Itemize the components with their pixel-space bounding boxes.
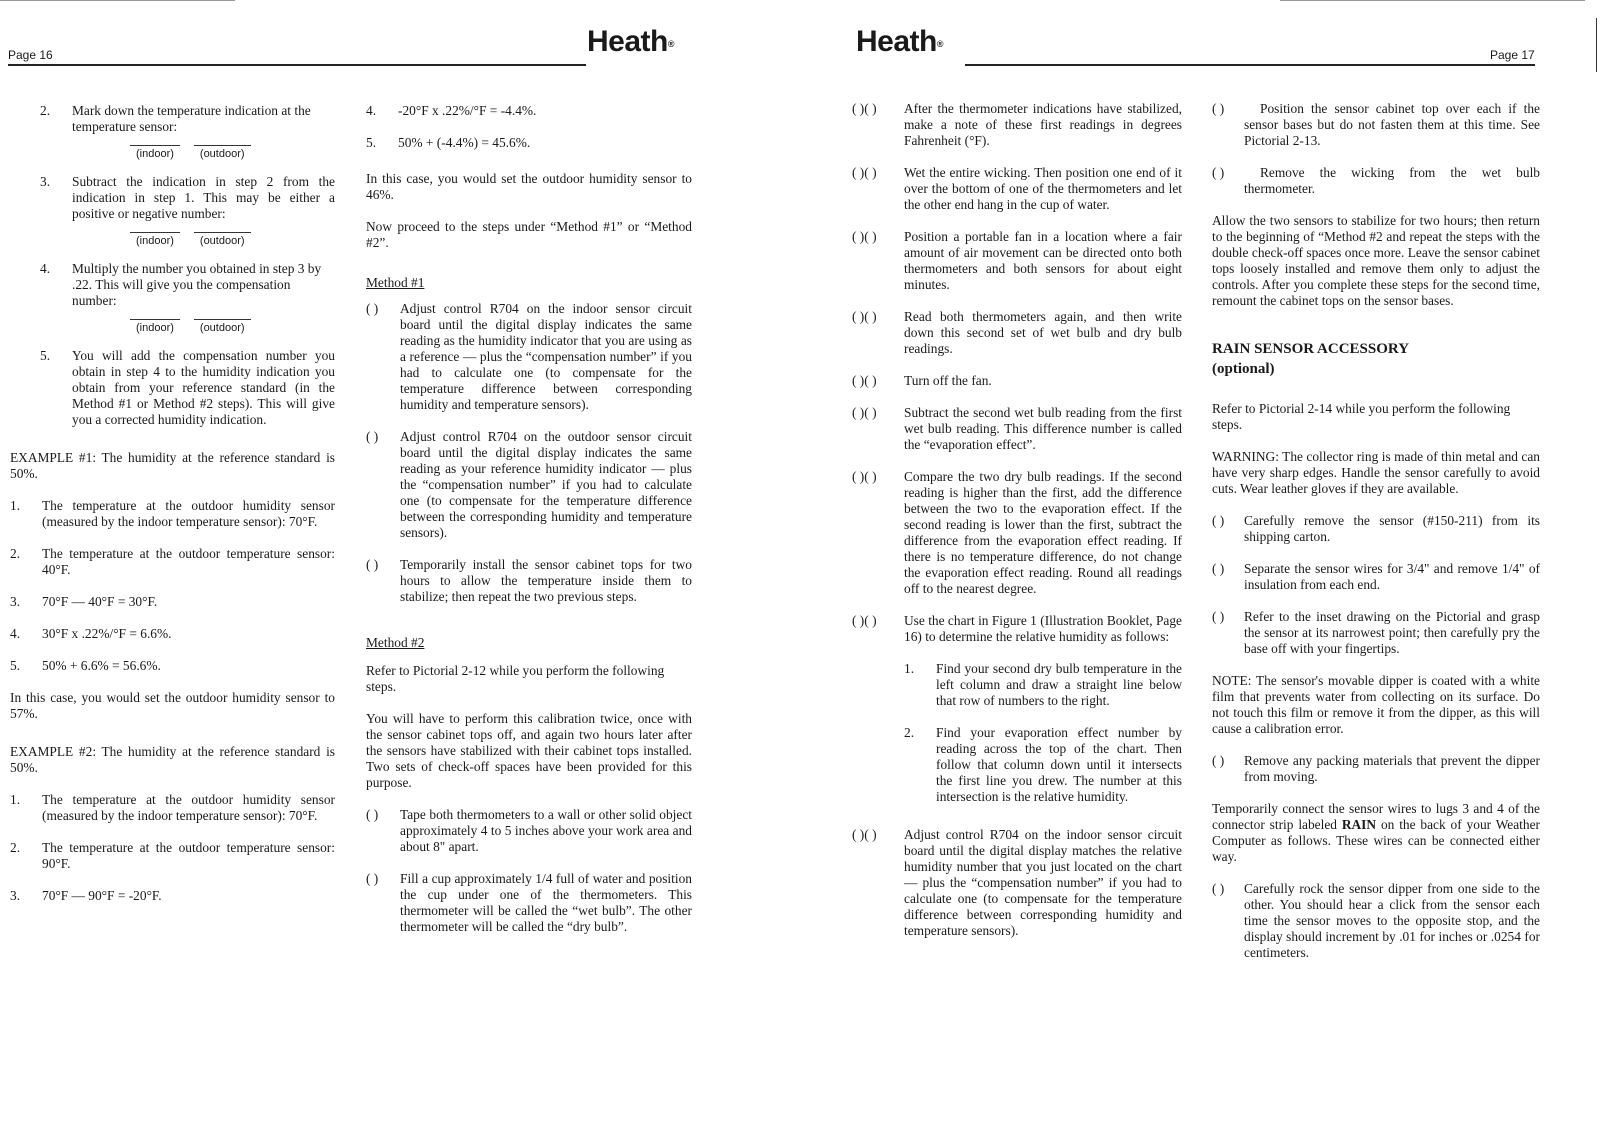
header-rule-right: [965, 64, 1535, 66]
step-text: Find your second dry bulb temperature in the left column and draw a straight line below that row of numbers to the right.: [936, 661, 1182, 708]
check-step: [1212, 165, 1540, 197]
method-1-step: [366, 557, 692, 605]
step-number: 3.: [40, 174, 51, 189]
column-4: [1212, 101, 1540, 977]
step-number: 4.: [40, 261, 51, 276]
heading-title: RAIN SENSOR ACCESSORY: [1212, 341, 1410, 357]
example-2-result: In this case, you would set the outdoor humidity sensor to 46%.: [366, 171, 692, 202]
column-1: [10, 103, 335, 920]
step-text: Refer to the inset drawing on the Pictorial and grasp the sensor at its narrowest point; then carefully pry the base off with your fingertips.: [1244, 609, 1540, 656]
double-checkbox[interactable]: ( )( ): [852, 405, 877, 420]
step-number: 3.: [10, 888, 21, 903]
double-checkbox[interactable]: ( )( ): [852, 309, 877, 324]
step-text: Subtract the second wet bulb reading from the first wet bulb reading. This difference number is called the “evaporation effect”.: [904, 405, 1182, 452]
blank-fields: [130, 319, 335, 334]
top-edge-right: [1280, 0, 1585, 1]
step-text: Temporarily install the sensor cabinet tops for two hours to allow the temperature inside them to stabilize; then repeat the two previous steps.: [400, 557, 692, 604]
checkbox[interactable]: ( ): [366, 871, 379, 886]
step-3: [10, 174, 335, 222]
checkbox[interactable]: ( ): [366, 301, 379, 316]
checkbox[interactable]: ( ): [366, 429, 379, 444]
column-3: [852, 101, 1182, 955]
step-text: 50% + (-4.4%) = 45.6%.: [398, 135, 531, 150]
connect-text: Temporarily connect the sensor wires to lugs 3 and 4 of the connector strip labeled: [1212, 801, 1540, 832]
blank-fields: [130, 232, 335, 247]
check-step: [852, 405, 1182, 453]
rain-label: RAIN: [1341, 817, 1377, 832]
step-text: The temperature at the outdoor temperature sensor: 90°F.: [42, 840, 335, 871]
double-checkbox[interactable]: ( )( ): [852, 229, 877, 244]
check-step: [852, 229, 1182, 293]
step-text: The temperature at the outdoor humidity sensor (measured by the indoor temperature sensor): 70°F.: [42, 792, 335, 823]
blank-fields: [130, 145, 335, 160]
step-text: Wet the entire wicking. Then position one end of it over the bottom of one of the thermometers and let the other end hang in the cup of water.: [904, 165, 1182, 212]
check-step: [852, 613, 1182, 645]
indoor-blank: (indoor): [130, 145, 180, 160]
check-step: [852, 165, 1182, 213]
step-text: Separate the sensor wires for 3/4" and remove 1/4" of insulation from each end.: [1244, 561, 1540, 592]
indoor-blank: (indoor): [130, 232, 180, 247]
step-number: 1.: [904, 661, 915, 676]
double-checkbox[interactable]: ( )( ): [852, 373, 877, 388]
step-text: Mark down the temperature indication at the temperature sensor:: [72, 103, 311, 134]
step-number: 2.: [10, 546, 21, 561]
check-step: [1212, 561, 1540, 593]
method-2-step: [366, 807, 692, 855]
step-number: 2.: [10, 840, 21, 855]
stabilize-paragraph: Allow the two sensors to stabilize for two hours; then return to the beginning of “Method #2 and repeat the steps with the double check-off spaces once more. Leave the sensor cabinet tops loosely installed and remove them only to adjust the controls. After you complete these steps for the second time, remount the cabinet tops on the sensor bases.: [1212, 213, 1540, 308]
sub-step: [852, 661, 1182, 709]
outdoor-blank: (outdoor): [194, 319, 251, 334]
step-text: Multiply the number you obtained in step 3 by .22. This will give you the compensation number:: [72, 261, 322, 308]
step-number: 5.: [40, 348, 51, 363]
step-text: The temperature at the outdoor humidity sensor (measured by the indoor temperature sensor): 70°F.: [42, 498, 335, 529]
check-step: [1212, 753, 1540, 785]
step-text: Find your evaporation effect number by reading across the top of the chart. Then follow that column down until it intersects the first line you drew. The number at this intersection is the relative humidity.: [936, 725, 1182, 804]
method-2-heading: Method #2: [366, 635, 425, 650]
step-4: [10, 261, 335, 309]
double-checkbox[interactable]: ( )( ): [852, 101, 877, 116]
brand-logo-right: [856, 25, 943, 58]
step-text: Adjust control R704 on the indoor sensor circuit board until the digital display indicates the same reading as the humidity indicator that you are using as a reference — plus the “compensation number” if you had to calculate one (to compensate for the temperature difference between corresponding humidity and temperature sensors).: [400, 301, 692, 412]
step-text: -20°F x .22%/°F = -4.4%.: [398, 103, 537, 118]
page-number-left: Page 16: [8, 48, 53, 62]
step-number: 5.: [10, 658, 21, 673]
method-1-step: [366, 301, 692, 413]
check-step: [852, 309, 1182, 357]
step-text: The temperature at the outdoor temperature sensor: 40°F.: [42, 546, 335, 577]
checkbox[interactable]: ( ): [1212, 881, 1225, 896]
registered-mark: ®: [936, 39, 943, 49]
outdoor-blank: (outdoor): [194, 232, 251, 247]
checkbox[interactable]: ( ): [1212, 513, 1225, 528]
check-step: [1212, 881, 1540, 961]
sub-step: [852, 725, 1182, 805]
check-step: [852, 827, 1182, 939]
step-text: Carefully rock the sensor dipper from one side to the other. You should hear a click from the sensor each time the sensor moves to the opposite stop, and the display should increment by .01 for inches or .0254 for centimeters.: [1244, 881, 1540, 960]
example-2-intro: EXAMPLE #2: The humidity at the reference standard is 50%.: [10, 744, 335, 775]
checkbox[interactable]: ( ): [1212, 609, 1225, 624]
brand-name: Heath: [856, 25, 937, 58]
step-text: 50% + 6.6% = 56.6%.: [42, 658, 161, 673]
step-number: 2.: [40, 103, 51, 118]
step-text: Position the sensor cabinet top over each if the sensor bases but do not fasten them at this time. See Pictorial 2-13.: [1244, 101, 1540, 148]
example-1-step: [10, 658, 335, 674]
double-checkbox[interactable]: ( )( ): [852, 165, 877, 180]
example-2-step: [366, 103, 692, 119]
check-step: [852, 469, 1182, 597]
double-checkbox[interactable]: ( )( ): [852, 827, 877, 842]
example-1-intro: EXAMPLE #1: The humidity at the reference standard is 50%.: [10, 450, 335, 481]
step-text: 70°F — 40°F = 30°F.: [42, 594, 158, 609]
step-5: [10, 348, 335, 428]
step-number: 5.: [366, 135, 377, 150]
right-edge: [1596, 18, 1597, 72]
example-1-result: In this case, you would set the outdoor humidity sensor to 57%.: [10, 690, 335, 721]
method-1-heading: Method #1: [366, 275, 425, 290]
check-step: [1212, 101, 1540, 149]
checkbox[interactable]: ( ): [1212, 165, 1225, 180]
example-2-step: [10, 888, 335, 904]
method-2-intro: Refer to Pictorial 2-12 while you perform the following steps.: [366, 663, 665, 694]
step-2: [10, 103, 335, 135]
method-2-step: [366, 871, 692, 935]
step-number: 1.: [10, 498, 21, 513]
step-text: Fill a cup approximately 1/4 full of water and position the cup under one of the thermometers. This thermometer will be called the “wet bulb”. The other thermometer will be called the “dry bulb”.: [400, 871, 692, 934]
method-1-step: [366, 429, 692, 541]
step-text: Adjust control R704 on the indoor sensor circuit board until the digital display matches the relative humidity number that you just located on the chart — plus the “compensation number” if you had to calculate one (to compensate for the temperature difference between corresponding humidity and temperature sensors).: [904, 827, 1182, 938]
proceed-note: Now proceed to the steps under “Method #1” or “Method #2”.: [366, 219, 692, 250]
example-1-step: [10, 594, 335, 610]
heading-subtitle: (optional): [1212, 361, 1275, 377]
step-text: Tape both thermometers to a wall or other solid object approximately 4 to 5 inches above your work area and about 8" apart.: [400, 807, 692, 854]
step-text: Position a portable fan in a location where a fair amount of air movement can be directed onto both thermometers and both sensors for about eight minutes.: [904, 229, 1182, 292]
step-text: 30°F x .22%/°F = 6.6%.: [42, 626, 172, 641]
example-1-step: [10, 546, 335, 578]
step-text: You will add the compensation number you obtain in step 4 to the humidity indication you obtain from your reference standard (in the Method #1 or Method #2 steps). This will give you a corrected humidity indication.: [72, 348, 335, 427]
example-1-step: [10, 498, 335, 530]
indoor-blank: (indoor): [130, 319, 180, 334]
double-checkbox[interactable]: ( )( ): [852, 613, 877, 628]
example-2-step: [366, 135, 692, 151]
step-number: 4.: [366, 103, 377, 118]
step-number: 3.: [10, 594, 21, 609]
connect-text-end: on the back of your Weather Computer as follows. These wires can be connected either way.: [1212, 817, 1540, 864]
step-text: 70°F — 90°F = -20°F.: [42, 888, 162, 903]
step-text: Adjust control R704 on the outdoor sensor circuit board until the digital display indicates the same reading as your reference humidity indicator — plus the “compensation number” if you had to calculate one (to compensate for the temperature difference between the corresponding humidity and temperature sensors).: [400, 429, 692, 540]
step-number: 2.: [904, 725, 915, 740]
connect-paragraph: [1212, 801, 1540, 865]
step-number: 1.: [10, 792, 21, 807]
registered-mark: ®: [667, 39, 674, 49]
step-number: 4.: [10, 626, 21, 641]
rain-sensor-heading: [1212, 339, 1540, 379]
step-text: Read both thermometers again, and then write down this second set of wet bulb and dry bulb readings.: [904, 309, 1182, 356]
example-2-step: [10, 792, 335, 824]
top-edge-left: [0, 0, 235, 1]
check-step: [1212, 513, 1540, 545]
check-step: [852, 373, 1182, 389]
example-1-step: [10, 626, 335, 642]
checkbox[interactable]: ( ): [366, 807, 379, 822]
step-text: Remove the wicking from the wet bulb thermometer.: [1244, 165, 1540, 196]
brand-logo-left: [587, 25, 674, 58]
outdoor-blank: (outdoor): [194, 145, 251, 160]
step-text: Turn off the fan.: [904, 373, 992, 388]
column-2: [366, 103, 692, 951]
note-paragraph: NOTE: The sensor's movable dipper is coated with a white film that prevents water from collecting on its surface. Do not touch this film or remove it from the dipper, as this will cause a calibration error.: [1212, 673, 1540, 736]
step-text: Subtract the indication in step 2 from the indication in step 1. This may be either a positive or negative number:: [72, 174, 335, 221]
step-text: Remove any packing materials that prevent the dipper from moving.: [1244, 753, 1540, 784]
checkbox[interactable]: ( ): [366, 557, 379, 572]
page-number-right: Page 17: [1490, 48, 1535, 62]
check-step: [1212, 609, 1540, 657]
step-text: Use the chart in Figure 1 (Illustration Booklet, Page 16) to determine the relative humidity as follows:: [904, 613, 1182, 644]
header-rule-left: [8, 64, 586, 66]
brand-name: Heath: [587, 25, 668, 58]
rain-intro: Refer to Pictorial 2-14 while you perform the following steps.: [1212, 401, 1511, 432]
double-checkbox[interactable]: ( )( ): [852, 469, 877, 484]
checkbox[interactable]: ( ): [1212, 101, 1225, 116]
step-text: Carefully remove the sensor (#150-211) from its shipping carton.: [1244, 513, 1540, 544]
example-2-step: [10, 840, 335, 872]
step-text: After the thermometer indications have stabilized, make a note of these first readings in degrees Fahrenheit (°F).: [904, 101, 1182, 148]
method-2-note: You will have to perform this calibration twice, once with the sensor cabinet tops off, and again two hours later after the sensors have stabilized with their cabinet tops installed. Two sets of check-off spaces have been provided for this purpose.: [366, 711, 692, 790]
warning-paragraph: WARNING: The collector ring is made of thin metal and can have very sharp edges. Handle the sensor carefully to avoid cuts. Wear leather gloves if they are available.: [1212, 449, 1540, 496]
checkbox[interactable]: ( ): [1212, 753, 1225, 768]
step-text: Compare the two dry bulb readings. If the second reading is higher than the first, add the difference between the two to the evaporation effect. If the second reading is lower than the first, subtract the difference from the evaporation effect reading. If there is no temperature difference, do not change the evaporation effect reading. Round all readings off to the nearest degree.: [904, 469, 1182, 596]
checkbox[interactable]: ( ): [1212, 561, 1225, 576]
check-step: [852, 101, 1182, 149]
